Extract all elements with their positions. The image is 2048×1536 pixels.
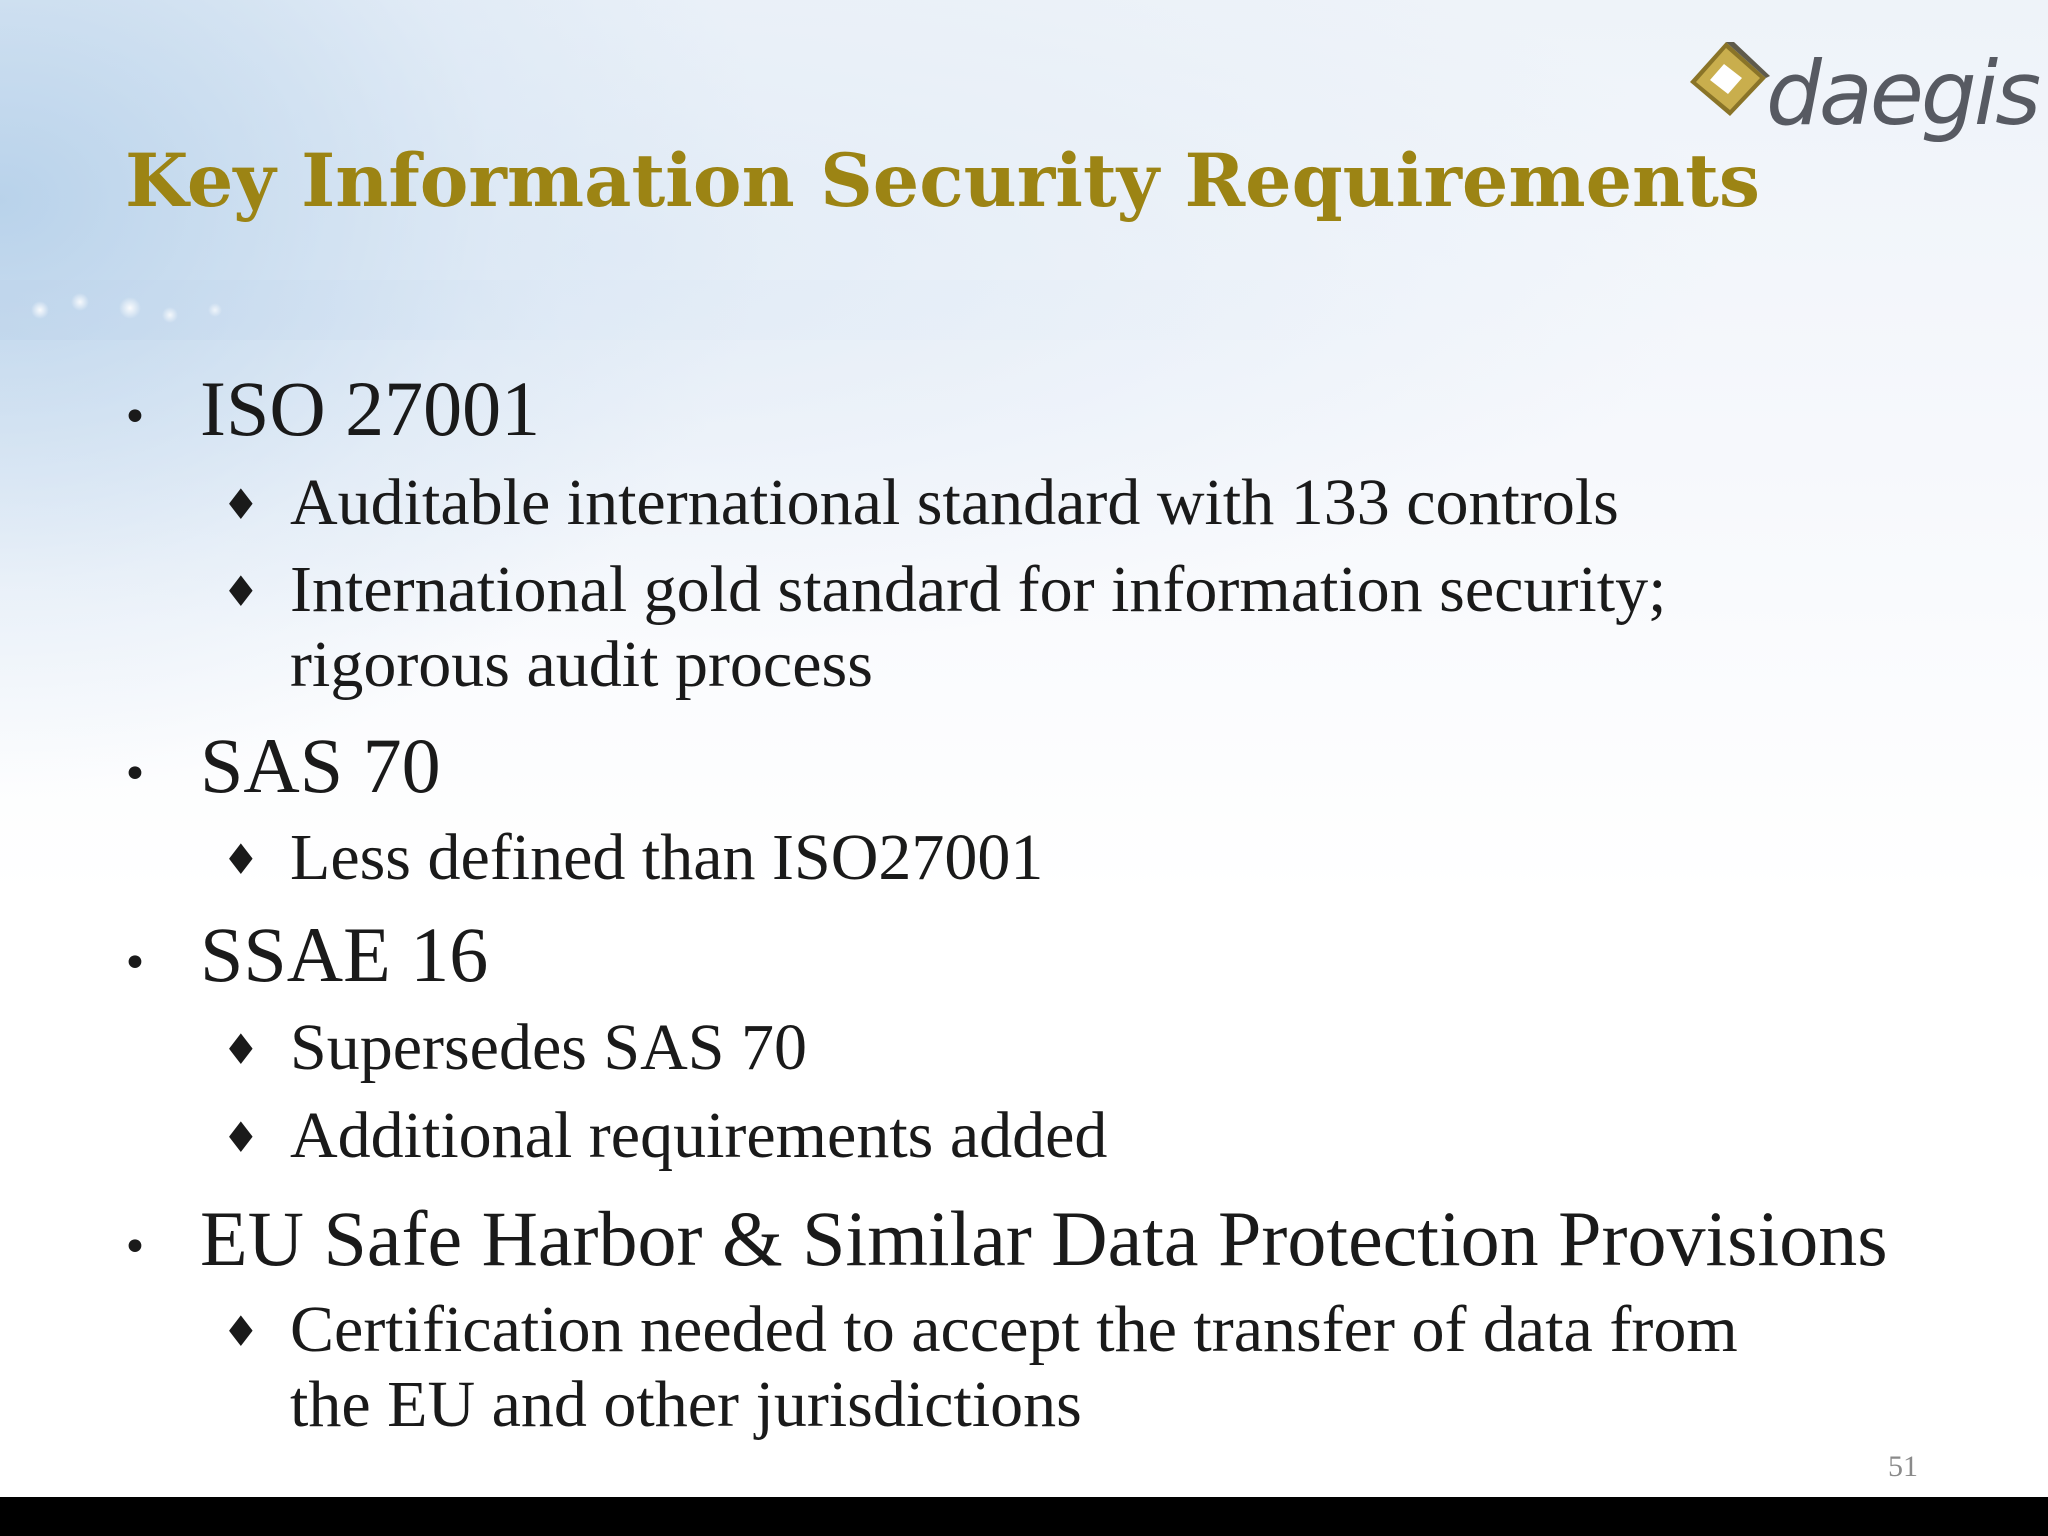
sub-bullet-item: Additional requirements added xyxy=(290,1099,1108,1172)
diamond-bullet-icon: ♦ xyxy=(222,1025,260,1074)
sub-bullet-item: rigorous audit process xyxy=(290,628,873,701)
bottom-bar xyxy=(0,1497,2048,1536)
bullet-dot-icon: • xyxy=(122,749,148,800)
diamond-bullet-icon: ♦ xyxy=(222,480,260,529)
sub-bullet-item: International gold standard for information security; xyxy=(290,553,1667,626)
bullet-item: SAS 70 xyxy=(200,722,441,809)
bullet-item: ISO 27001 xyxy=(200,365,541,452)
slide-title: Key Information Security Requirements xyxy=(125,138,1760,224)
daegis-logo-text: daegis xyxy=(1766,42,2039,145)
sub-bullet-item: Auditable international standard with 133 controls xyxy=(290,466,1619,539)
bullet-dot-icon: • xyxy=(122,392,148,443)
diamond-bullet-icon: ♦ xyxy=(222,1307,260,1356)
page-number: 51 xyxy=(1888,1450,1918,1483)
bullet-item: EU Safe Harbor & Similar Data Protection Provisions xyxy=(200,1195,1888,1282)
diamond-bullet-icon: ♦ xyxy=(222,1113,260,1162)
sub-bullet-item: Less defined than ISO27001 xyxy=(290,821,1044,894)
sub-bullet-item: the EU and other jurisdictions xyxy=(290,1368,1082,1441)
sub-bullet-item: Certification needed to accept the transfer of data from xyxy=(290,1293,1738,1366)
bullet-item: SSAE 16 xyxy=(200,911,489,998)
sub-bullet-item: Supersedes SAS 70 xyxy=(290,1011,808,1084)
diamond-bullet-icon: ♦ xyxy=(222,567,260,616)
bullet-dot-icon: • xyxy=(122,1222,148,1273)
bullet-dot-icon: • xyxy=(122,938,148,989)
diamond-bullet-icon: ♦ xyxy=(222,835,260,884)
